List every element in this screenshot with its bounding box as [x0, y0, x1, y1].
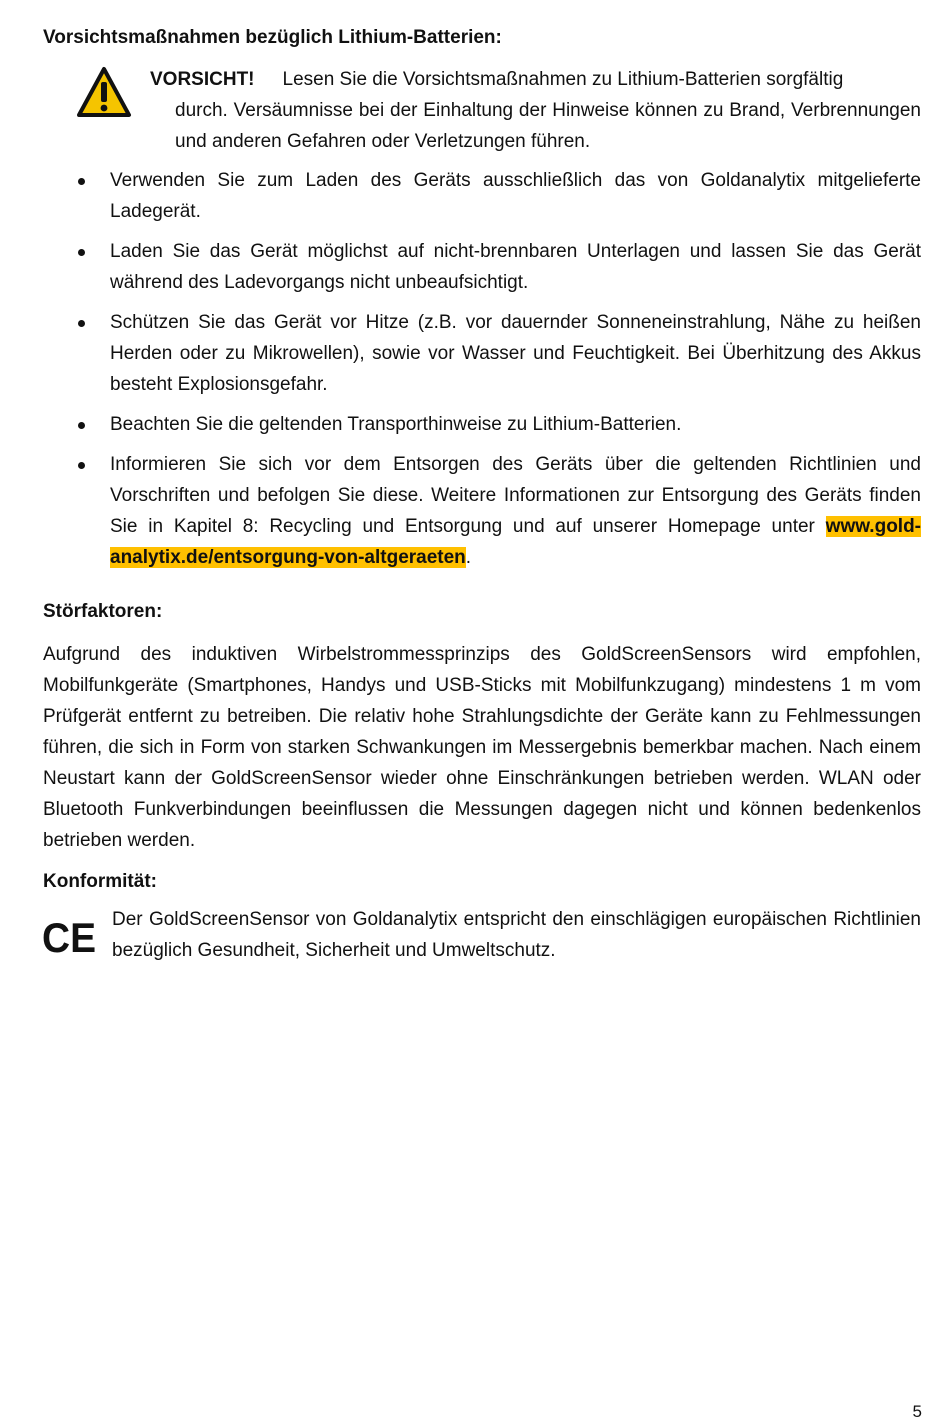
bullet-dot [78, 462, 85, 469]
ce-mark-text: CE [42, 914, 96, 956]
warning-triangle-icon [76, 66, 132, 118]
warning-rest: durch. Versäumnisse bei der Einhaltung der Hinweise können zu Brand, Verbrennungen und anderen Gefahren oder Verletzungen führen. [175, 100, 921, 152]
warning-block [150, 64, 921, 157]
ce-mark-icon [42, 914, 98, 956]
list-item [76, 449, 921, 573]
list-item [76, 307, 921, 400]
list-item [76, 165, 921, 227]
warning-label: VORSICHT! [150, 69, 255, 90]
bullet-text: Beachten Sie die geltenden Transporthinweise zu Lithium-Batterien. [110, 414, 682, 435]
bullet-end: . [465, 547, 472, 568]
bullet-dot [78, 422, 85, 429]
lithium-heading: Vorsichtsmaßnahmen bezüglich Lithium-Batterien: [43, 27, 502, 48]
warning-first-line [150, 64, 921, 95]
list-item [76, 236, 921, 298]
bullet-text: Schützen Sie das Gerät vor Hitze (z.B. vor dauernder Sonneneinstrahlung, Nähe zu heißen Herden oder zu Mikrowellen), sowie vor Wasser und Feuchtigkeit. Bei Überhitzung des Akkus besteht Explosionsgefahr. [110, 312, 921, 395]
list-item [76, 409, 921, 440]
stoerfaktoren-paragraph: Aufgrund des induktiven Wirbelstrommessprinzips des GoldScreenSensors wird empfohlen, Mobilfunkgeräte (Smartphones, Handys und USB-Sticks mit Mobilfunkzugang) mindestens 1 m vom Prüfgerät entfernt zu betreiben. Die relativ hohe Strahlungsdichte der Geräte kann zu Fehlmessungen führen, die sich in Form von starken Schwankungen im Messergebnis bemerkbar machen. Nach einem Neustart kann der GoldScreenSensor wieder ohne Einschränkungen betrieben werden. WLAN oder Bluetooth Funkverbindungen beeinflussen die Messungen dagegen nicht und können bedenkenlos betrieben werden. [43, 644, 921, 851]
page-number: 5 [912, 1402, 922, 1421]
bullet-dot [78, 178, 85, 185]
konformitaet-paragraph: Der GoldScreenSensor von Goldanalytix entspricht den einschlägigen europäischen Richtlinien bezüglich Gesundheit, Sicherheit und Umweltschutz. [112, 909, 921, 961]
bullet-dot [78, 320, 85, 327]
warning-line1: Lesen Sie die Vorsichtsmaßnahmen zu Lithium-Batterien sorgfältig [282, 69, 844, 90]
bullet-dot [78, 249, 85, 256]
lithium-bullet-list [76, 165, 921, 582]
konformitaet-heading: Konformität: [43, 871, 157, 892]
stoerfaktoren-heading: Störfaktoren: [43, 601, 163, 622]
bullet-text: Laden Sie das Gerät möglichst auf nicht-brennbaren Unterlagen und lassen Sie das Gerät während des Ladevorgangs nicht unbeaufsichtigt. [110, 241, 921, 293]
bullet-text: Informieren Sie sich vor dem Entsorgen des Geräts über die geltenden Richtlinien und Vorschriften und befolgen Sie diese. Weitere Informationen zur Entsorgung des Geräts finden Sie in Kapitel 8: Recycling und Entsorgung und auf unserer Homepage unter [110, 454, 921, 537]
disposal-link[interactable]: www.gold-analytix.de/entsorgung-von-altgeraeten [110, 516, 922, 568]
bullet-text: Verwenden Sie zum Laden des Geräts ausschließlich das von Goldanalytix mitgelieferte Ladegerät. [110, 170, 921, 222]
